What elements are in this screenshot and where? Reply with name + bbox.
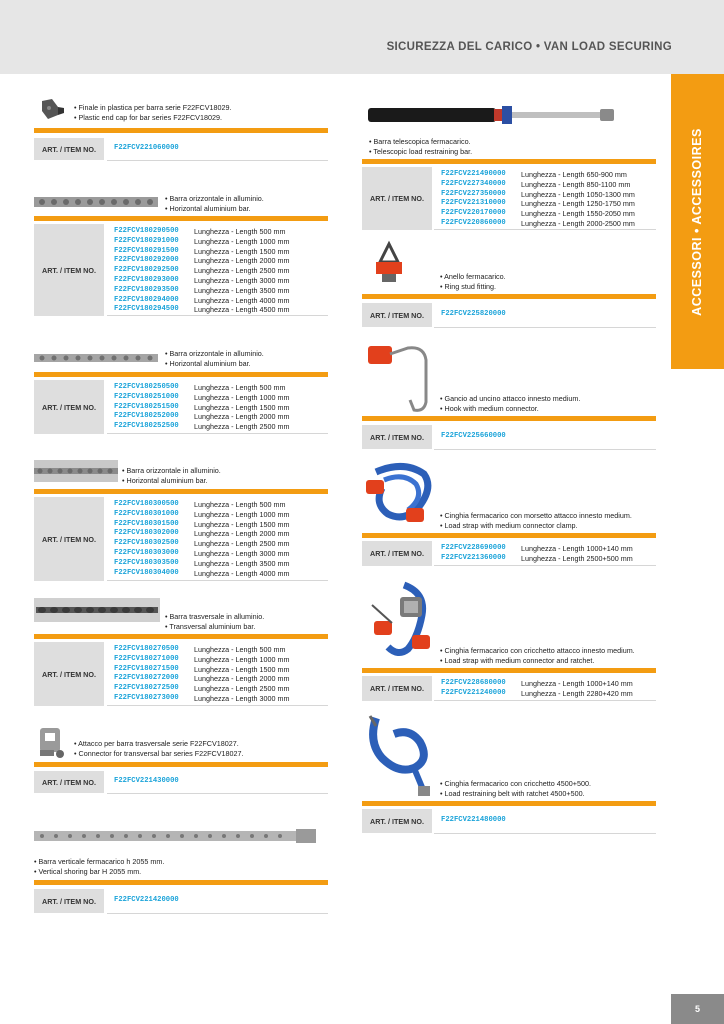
divider-bar <box>362 159 656 164</box>
list-item[interactable]: F22FCV221240000 Lunghezza - Length 2280+420 mm <box>441 688 633 698</box>
vertical-bar-code-box <box>107 889 328 914</box>
telescopic-code-list <box>434 167 656 230</box>
telescopic-bar-image <box>368 104 616 126</box>
side-tab-label: ACCESSORI • ACCESSOIRES <box>690 128 704 316</box>
page-number-box <box>671 994 724 1024</box>
vertical-bar-image <box>34 828 316 844</box>
divider-bar <box>34 762 328 767</box>
art-label: ART. / ITEM NO. <box>362 676 432 701</box>
ring-stud-image <box>368 240 410 290</box>
bar1-description: • Barra orizzontale in alluminio. • Horizontal aluminium bar. <box>165 194 264 213</box>
connector-image <box>36 726 66 760</box>
divider-bar <box>362 801 656 806</box>
list-item[interactable]: F22FCV180290500 Lunghezza - Length 500 mm <box>114 227 286 236</box>
strap-ratchet-code-list <box>434 676 656 701</box>
divider-bar <box>34 128 328 133</box>
divider-bar <box>362 416 656 421</box>
end-cap-image <box>38 97 66 121</box>
bar2-code-list <box>107 380 328 434</box>
list-item[interactable]: F22FCV180251500 Lunghezza - Length 1500 mm <box>114 402 290 412</box>
list-item[interactable]: F22FCV220860000 Lunghezza - Length 2000-2500 mm <box>441 218 635 228</box>
list-item[interactable]: F22FCV180292000 Lunghezza - Length 2000 mm <box>114 256 290 266</box>
restraining-belt-image <box>364 712 436 798</box>
bar1-code-list <box>107 224 328 316</box>
bar3-description: • Barra orizzontale in alluminio. • Horizontal aluminium bar. <box>122 466 221 485</box>
connector-code-box <box>107 771 328 794</box>
header-title: SICUREZZA DEL CARICO • VAN LOAD SECURING <box>386 41 672 53</box>
list-item[interactable]: F22FCV180272000 Lunghezza - Length 2000 mm <box>114 674 290 684</box>
divider-bar <box>34 880 328 885</box>
list-item[interactable]: F22FCV180271500 Lunghezza - Length 1500 mm <box>114 664 290 674</box>
art-label: ART. / ITEM NO. <box>34 889 104 913</box>
art-label: ART. / ITEM NO. <box>34 138 104 160</box>
list-item[interactable]: F22FCV180252500 Lunghezza - Length 2500 mm <box>114 422 290 432</box>
list-item[interactable]: F22FCV228690000 Lunghezza - Length 1000+140 mm <box>441 544 633 553</box>
divider-bar <box>34 372 328 377</box>
art-label: ART. / ITEM NO. <box>362 541 432 566</box>
strap-ratchet-description: • Cinghia fermacarico con cricchetto attacco innesto medium. • Load strap with medium connector and ratchet. <box>440 646 635 665</box>
art-label: ART. / ITEM NO. <box>362 167 432 230</box>
list-item[interactable]: F22FCV180294000 Lunghezza - Length 4000 mm <box>114 295 290 305</box>
list-item[interactable]: F22FCV180292500 Lunghezza - Length 2500 mm <box>114 266 290 276</box>
list-item[interactable]: F22FCV180302500 Lunghezza - Length 2500 mm <box>114 539 290 549</box>
list-item[interactable]: F22FCV180301500 Lunghezza - Length 1500 mm <box>114 519 290 529</box>
vertical-bar-description: • Barra verticale fermacarico h 2055 mm. • Vertical shoring bar H 2055 mm. <box>34 857 164 876</box>
art-label: ART. / ITEM NO. <box>34 642 104 706</box>
connector-description: • Attacco per barra trasversale serie F22FCV18027. • Connector for transversal bar series F22FCV18027. <box>74 739 244 758</box>
list-item[interactable]: F22FCV180270500 Lunghezza - Length 500 mm <box>114 645 286 654</box>
product-code[interactable]: F22FCV221480000 <box>441 816 506 824</box>
art-label: ART. / ITEM NO. <box>34 224 104 316</box>
list-item[interactable]: F22FCV227340000 Lunghezza - Length 850-1100 mm <box>441 179 631 189</box>
list-item[interactable]: F22FCV228680000 Lunghezza - Length 1000+140 mm <box>441 679 633 688</box>
strap-clamp-code-list <box>434 541 656 566</box>
belt-description: • Cinghia fermacarico con cricchetto 4500+500. • Load restraining belt with ratchet 4500+500. <box>440 779 591 798</box>
art-label: ART. / ITEM NO. <box>34 497 104 581</box>
art-label: ART. / ITEM NO. <box>34 380 104 434</box>
page-number: 5 <box>694 1004 700 1014</box>
list-item[interactable]: F22FCV180291000 Lunghezza - Length 1000 mm <box>114 236 290 246</box>
product-code[interactable]: F22FCV221430000 <box>114 777 179 785</box>
page-header <box>0 0 724 74</box>
list-item[interactable]: F22FCV180291500 Lunghezza - Length 1500 mm <box>114 246 290 256</box>
list-item[interactable]: F22FCV180303500 Lunghezza - Length 3500 mm <box>114 558 290 568</box>
list-item[interactable]: F22FCV180293500 Lunghezza - Length 3500 mm <box>114 285 290 295</box>
transversal-bar-image <box>34 598 160 622</box>
divider-bar <box>362 533 656 538</box>
art-label: ART. / ITEM NO. <box>362 303 432 327</box>
end-cap-description: • Finale in plastica per barra serie F22FCV18029. • Plastic end cap for bar series F22FCV18029. <box>74 103 232 122</box>
list-item[interactable]: F22FCV180250500 Lunghezza - Length 500 mm <box>114 383 286 392</box>
list-item[interactable]: F22FCV180252000 Lunghezza - Length 2000 mm <box>114 412 290 422</box>
belt-code-box <box>434 809 656 834</box>
list-item[interactable]: F22FCV180304000 Lunghezza - Length 4000 mm <box>114 568 290 578</box>
bar2-description: • Barra orizzontale in alluminio. • Horizontal aluminium bar. <box>165 349 264 368</box>
list-item[interactable]: F22FCV180251000 Lunghezza - Length 1000 mm <box>114 392 290 402</box>
horizontal-bar-image <box>34 194 158 210</box>
list-item[interactable]: F22FCV180303000 Lunghezza - Length 3000 mm <box>114 548 290 558</box>
horizontal-bar-image <box>34 351 158 365</box>
hook-image <box>368 340 440 414</box>
divider-bar <box>34 489 328 494</box>
list-item[interactable]: F22FCV180272500 Lunghezza - Length 2500 mm <box>114 684 290 694</box>
list-item[interactable]: F22FCV221490000 Lunghezza - Length 650-900 mm <box>441 170 627 179</box>
list-item[interactable]: F22FCV180302000 Lunghezza - Length 2000 mm <box>114 529 290 539</box>
list-item[interactable]: F22FCV180301000 Lunghezza - Length 1000 mm <box>114 509 290 519</box>
divider-bar <box>34 634 328 639</box>
product-code[interactable]: F22FCV221420000 <box>114 896 179 904</box>
list-item[interactable]: F22FCV180273000 Lunghezza - Length 3000 mm <box>114 693 290 703</box>
load-strap-clamp-image <box>364 458 436 528</box>
divider-bar <box>362 294 656 299</box>
bar4-code-list <box>107 642 328 706</box>
telescopic-description: • Barra telescopica fermacarico. • Telescopic load restraining bar. <box>369 137 472 156</box>
list-item[interactable]: F22FCV180300500 Lunghezza - Length 500 mm <box>114 500 286 509</box>
list-item[interactable]: F22FCV221360000 Lunghezza - Length 2500+500 mm <box>441 553 633 563</box>
hook-description: • Gancio ad uncino attacco innesto medium. • Hook with medium connector. <box>440 394 580 413</box>
list-item[interactable]: F22FCV221310000 Lunghezza - Length 1250-1750 mm <box>441 199 635 209</box>
divider-bar <box>34 216 328 221</box>
load-strap-ratchet-image <box>364 575 436 661</box>
divider-bar <box>362 668 656 673</box>
art-label: ART. / ITEM NO. <box>34 771 104 793</box>
list-item[interactable]: F22FCV180293000 Lunghezza - Length 3000 mm <box>114 275 290 285</box>
bar4-description: • Barra trasversale in alluminio. • Transversal aluminium bar. <box>165 612 264 631</box>
end-cap-code-box <box>107 138 328 161</box>
product-code[interactable]: F22FCV225820000 <box>441 310 506 318</box>
list-item[interactable]: F22FCV227350000 Lunghezza - Length 1050-1300 mm <box>441 189 635 199</box>
art-label: ART. / ITEM NO. <box>362 809 432 833</box>
art-label: ART. / ITEM NO. <box>362 425 432 449</box>
list-item[interactable]: F22FCV220170000 Lunghezza - Length 1550-2050 mm <box>441 209 635 219</box>
ring-code-box <box>434 303 656 328</box>
hook-code-box <box>434 425 656 450</box>
list-item[interactable]: F22FCV180271000 Lunghezza - Length 1000 mm <box>114 654 290 664</box>
product-code[interactable]: F22FCV221060000 <box>114 144 179 152</box>
section-side-tab[interactable] <box>671 74 724 369</box>
ring-description: • Anello fermacarico. • Ring stud fitting. <box>440 272 506 291</box>
strap-clamp-description: • Cinghia fermacarico con morsetto attacco innesto medium. • Load strap with medium connector clamp. <box>440 511 632 530</box>
product-code[interactable]: F22FCV225660000 <box>441 432 506 440</box>
bar3-code-list <box>107 497 328 581</box>
horizontal-bar-image <box>34 460 118 482</box>
list-item[interactable]: F22FCV180294500 Lunghezza - Length 4500 mm <box>114 305 290 315</box>
